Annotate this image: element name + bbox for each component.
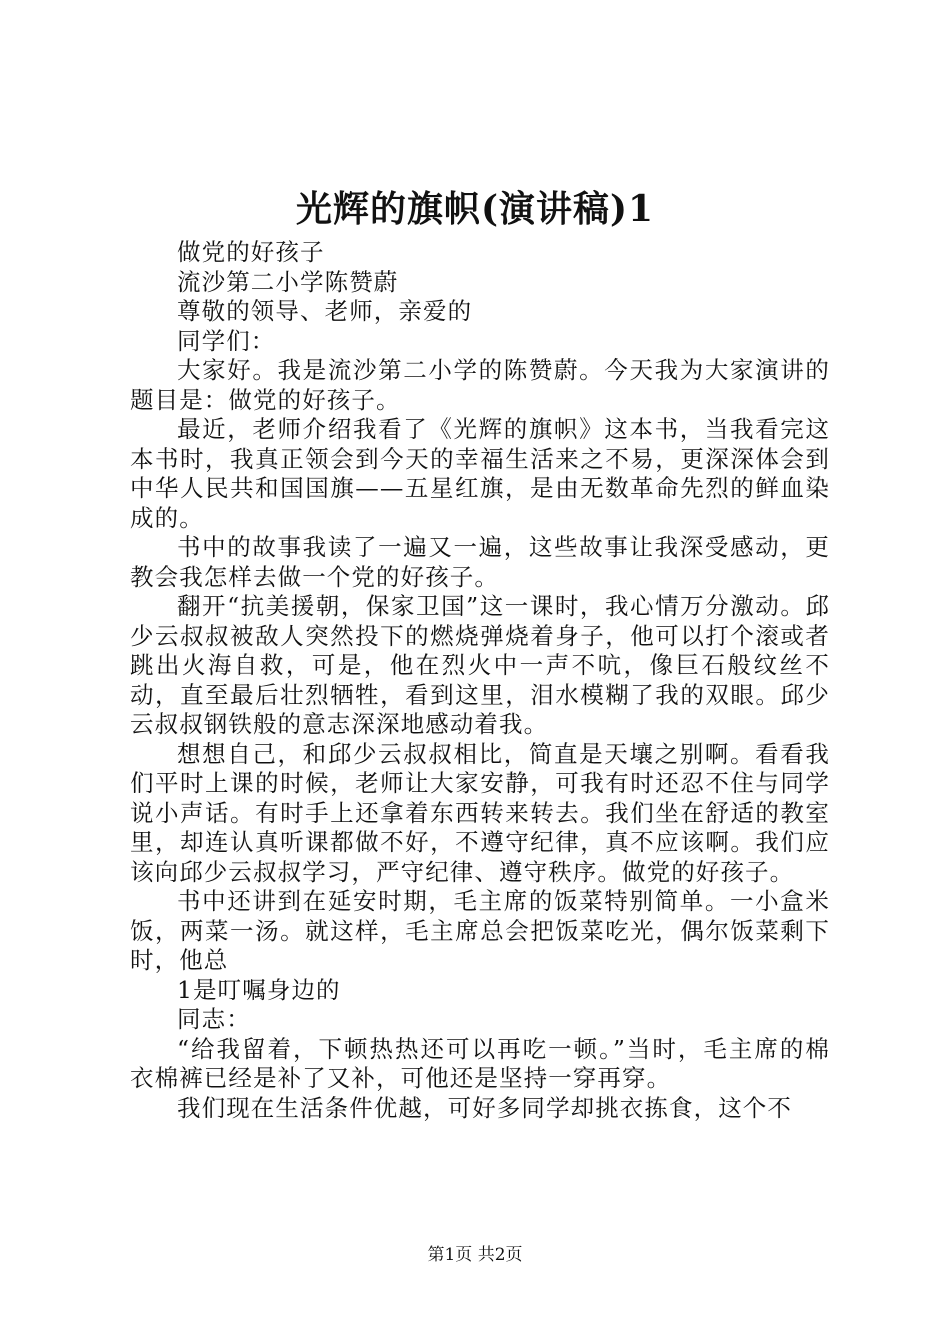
paragraph: 大家好。我是流沙第二小学的陈赞蔚。今天我为大家演讲的题目是：做党的好孩子。 [130,356,830,414]
paragraph: 同学们： [177,326,276,355]
paragraph: 书中的故事我读了一遍又一遍，这些故事让我深受感动，更教会我怎样去做一个党的好孩子。 [130,533,830,591]
paragraph: 书中还讲到在延安时期，毛主席的饭菜特别简单。一小盒米饭，两菜一汤。就这样，毛主席总会把饭菜吃光，偶尔饭菜剩下时，他总 [130,887,830,974]
paragraph: 1是叮嘱身边的 [177,975,341,1004]
paragraph: “给我留着，下顿热热还可以再吃一顿。”当时，毛主席的棉衣棉裤已经是补了又补，可他还是坚持一穿再穿。 [130,1034,830,1092]
paragraph: 尊敬的领导、老师，亲爱的 [177,297,473,325]
paragraph: 同志： [177,1005,251,1033]
paragraph: 流沙第二小学陈赞蔚 [177,267,399,296]
paragraph: 最近，老师介绍我看了《光辉的旗帜》这本书，当我看完这本书时，我真正领会到今天的幸福生活来之不易，更深深体会到中华人民共和国国旗——五星红旗，是由无数革命先烈的鲜血染成的。 [130,415,830,532]
paragraph: 我们现在生活条件优越，可好多同学却挑衣拣食，这个不 [177,1093,792,1122]
document-body [130,238,830,1123]
paragraph: 想想自己，和邱少云叔叔相比，简直是天壤之别啊。看看我们平时上课的时候，老师让大家安静，可我有时还忍不住与同学说小声话。有时手上还拿着东西转来转去。我们坐在舒适的教室里，却连认真听课都做不好，不遵守纪律，真不应该啊。我们应该向邱少云叔叔学习，严守纪律、遵守秩序。做党的好孩子。 [130,739,830,886]
paragraph: 做党的好孩子 [177,238,325,266]
document-title: 光辉的旗帜(演讲稿)1 [295,188,655,230]
paragraph: 翻开“抗美援朝，保家卫国”这一课时，我心情万分激动。邱少云叔叔被敌人突然投下的燃烧弹烧着身子，他可以打个滚或者跳出火海自救，可是，他在烈火中一声不吭，像巨石般纹丝不动，直至最后壮烈牺牲，看到这里，泪水模糊了我的双眼。邱少云叔叔钢铁般的意志深深地感动着我。 [130,592,830,738]
page-footer: 第1页 共2页 [427,1245,523,1265]
